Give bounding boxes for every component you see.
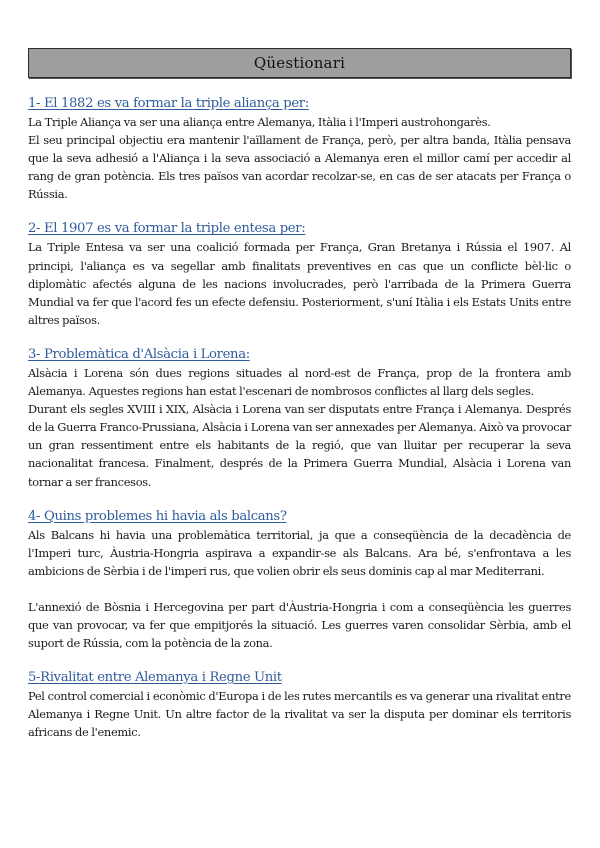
- question-section-2: [28, 220, 571, 328]
- question-heading: 4- Quins problemes hi havia als balcans?: [28, 508, 287, 524]
- answer-paragraph: La Triple Aliança va ser una aliança entre Alemanya, Itàlia i l'Imperi austrohongarès.: [28, 115, 491, 129]
- answer-paragraph: La Triple Entesa va ser una coalició formada per França, Gran Bretanya i Rússia el 1907. Al principi, l'aliança es va segellar amb finalitats preventives en cas que un conflicte bèl·lic o diplomàtic afectés alguna de les nacions involucrades, però l'arribada de la Primera Guerra Mundial va fer que l'acord fes un efecte defensiu. Posteriorment, s'uní Itàlia i els Estats Units entre altres països.: [28, 240, 571, 327]
- question-section-4: [28, 508, 571, 653]
- question-section-3: [28, 346, 571, 491]
- document-page: [28, 48, 571, 741]
- answer-paragraph: El seu principal objectiu era mantenir l'aïllament de França, però, per altra banda, Itàlia pensava que la seva adhesió a l'Aliança i la seva associació a Alemanya eren el millor camí per accedir al rang de gran potència. Els tres països van acordar recolzar-se, en cas de ser atacats per França o Rússia.: [28, 133, 571, 202]
- answer-paragraph: Pel control comercial i econòmic d'Europa i de les rutes mercantils es va generar una rivalitat entre Alemanya i Regne Unit. Un altre factor de la rivalitat va ser la disputa per dominar els territoris africans de l'enemic.: [28, 689, 571, 740]
- question-heading: 3- Problemàtica d'Alsàcia i Lorena:: [28, 346, 250, 362]
- question-heading: 5-Rivalitat entre Alemanya i Regne Unit: [28, 670, 282, 686]
- question-section-5: [28, 669, 571, 741]
- question-section-1: [28, 95, 571, 203]
- question-heading: 1- El 1882 es va formar la triple aliança per:: [28, 96, 309, 111]
- answer-paragraph: Alsàcia i Lorena són dues regions situades al nord-est de França, prop de la frontera amb Alemanya. Aquestes regions han estat l'escenari de nombrosos conflictes al llarg dels segles.: [28, 365, 571, 399]
- answer-paragraph: L'annexió de Bòsnia i Hercegovina per part d'Àustria-Hongria i com a conseqüència les guerres que van provocar, va fer que empitjorés la situació. Les guerres varen consolidar Sèrbia, amb el suport de Rússia, com la potència de la zona.: [28, 599, 571, 651]
- page-title: Qüestionari: [28, 48, 571, 78]
- answer-paragraph: Durant els segles XVIII i XIX, Alsàcia i Lorena van ser disputats entre França i Alemanya. Després de la Guerra Franco-Prussiana, Alsàcia i Lorena van ser annexades per Alemanya. Això va provocar un gran ressentiment entre els habitants de la regió, que van lluitar per recuperar la seva nacionalitat francesa. Finalment, després de la Primera Guerra Mundial, Alsàcia i Lorena van tornar a ser francesos.: [28, 402, 571, 489]
- question-heading: 2- El 1907 es va formar la triple entesa per:: [28, 221, 306, 237]
- answer-paragraph: Als Balcans hi havia una problemàtica territorial, ja que a conseqüència de la decadència de l'Imperi turc, Àustria-Hongria aspirava a expandir-se als Balcans. Ara bé, s'enfrontava a les ambicions de Sèrbia i de l'imperi rus, que volien obrir els seus dominis cap al mar Mediterrani.: [28, 527, 571, 578]
